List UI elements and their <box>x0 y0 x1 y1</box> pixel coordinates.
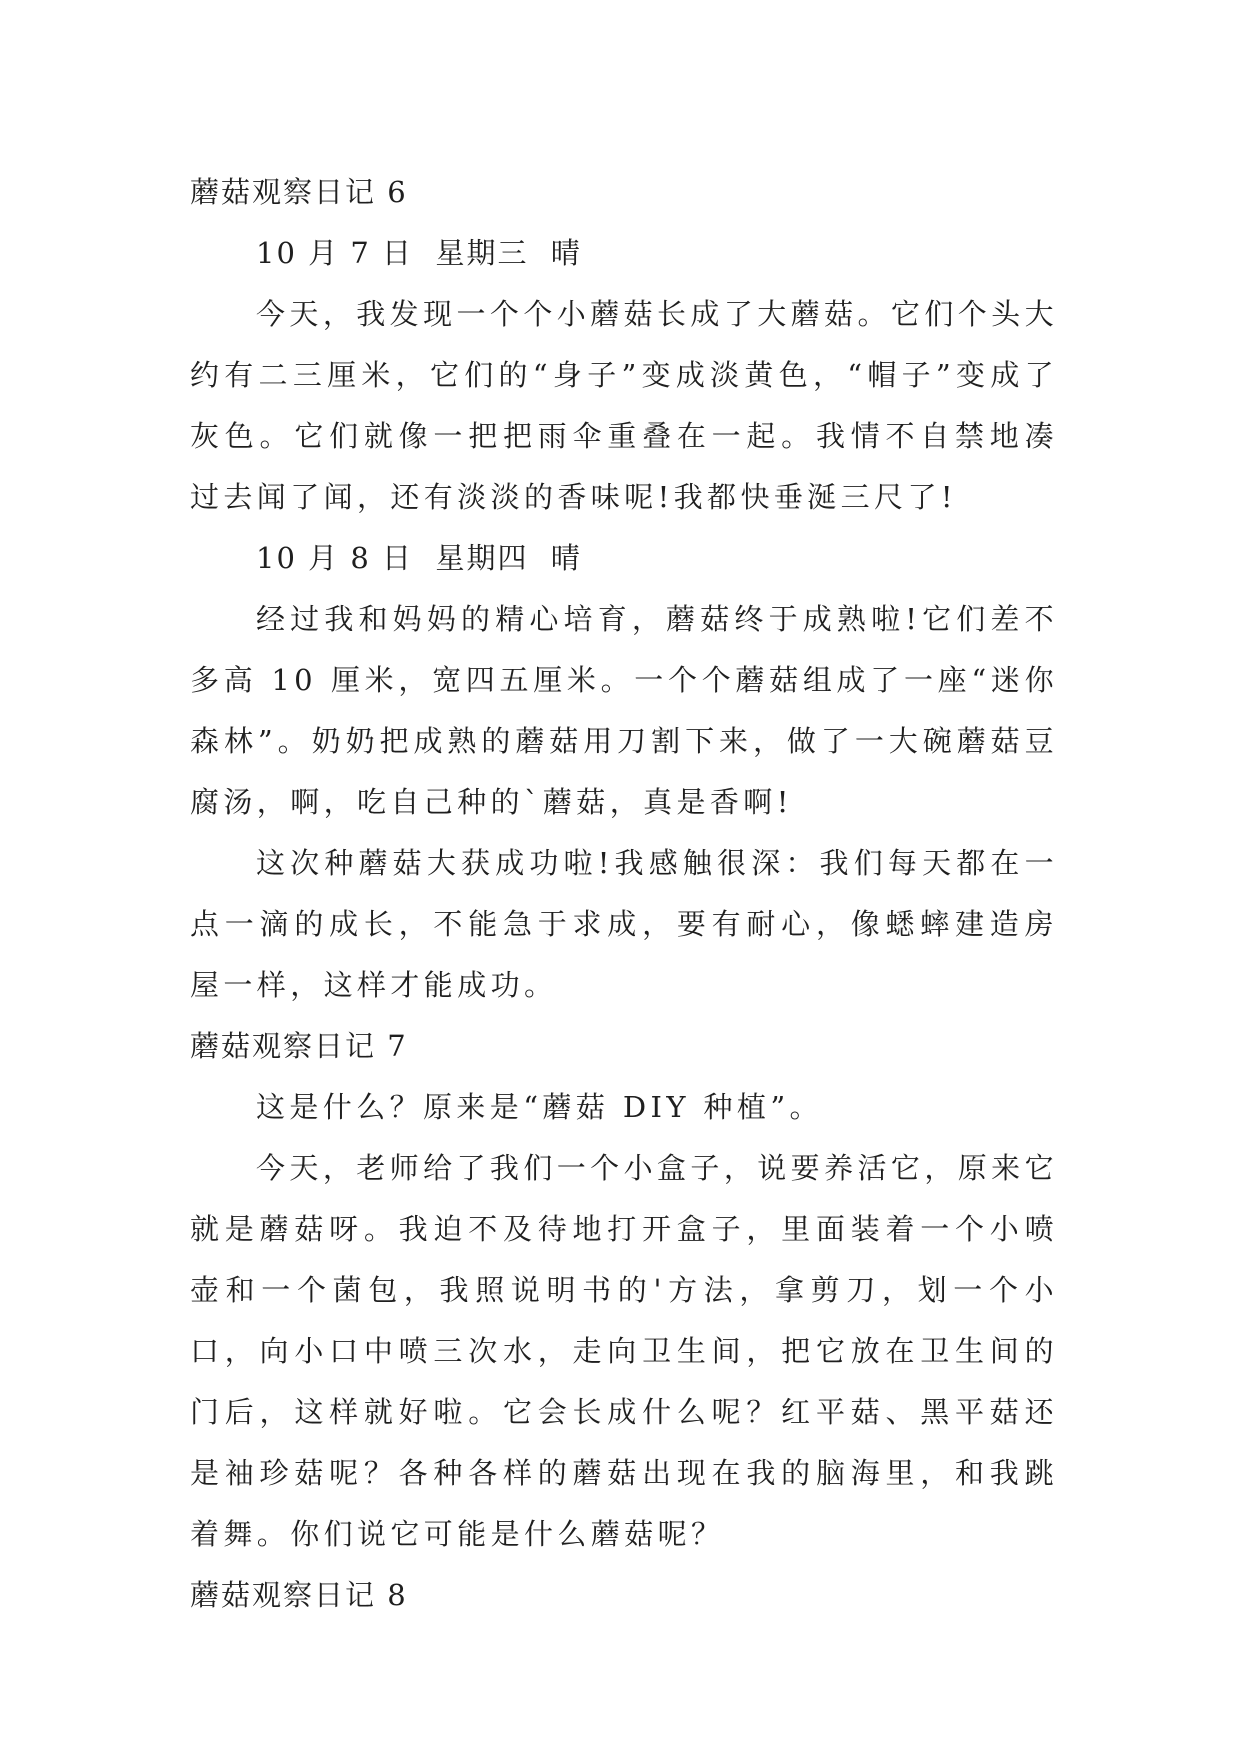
diary-paragraph: 这次种蘑菇大获成功啦!我感触很深：我们每天都在一点一滴的成长，不能急于求成，要有耐心，像蟋蟀建造房屋一样，这样才能成功。 <box>190 846 1058 1002</box>
diary-date: 10 月 7 日 星期三 晴 <box>256 236 582 270</box>
diary-date: 10 月 8 日 星期四 晴 <box>256 541 582 575</box>
diary-paragraph: 今天，我发现一个个小蘑菇长成了大蘑菇。它们个头大约有二三厘米，它们的“身子”变成淡黄色，“帽子”变成了灰色。它们就像一把把雨伞重叠在一起。我情不自禁地凑过去闻了闻，还有淡淡的香味呢!我都快垂涎三尺了! <box>190 297 1058 514</box>
document-body <box>190 162 1058 1626</box>
section-title-diary-7: 蘑菇观察日记 7 <box>190 1029 408 1063</box>
section-title-diary-8: 蘑菇观察日记 8 <box>190 1578 408 1612</box>
diary-paragraph: 经过我和妈妈的精心培育，蘑菇终于成熟啦!它们差不多高 10 厘米，宽四五厘米。一个个蘑菇组成了一座“迷你森林”。奶奶把成熟的蘑菇用刀割下来，做了一大碗蘑菇豆腐汤，啊，吃自己种的`蘑菇，真是香啊! <box>190 602 1058 819</box>
section-title-diary-6: 蘑菇观察日记 6 <box>190 175 408 209</box>
diary-paragraph: 这是什么？原来是“蘑菇 DIY 种植”。 <box>256 1090 823 1124</box>
diary-paragraph: 今天，老师给了我们一个小盒子，说要养活它，原来它就是蘑菇呀。我迫不及待地打开盒子，里面装着一个小喷壶和一个菌包，我照说明书的'方法，拿剪刀，划一个小口，向小口中喷三次水，走向卫生间，把它放在卫生间的门后，这样就好啦。它会长成什么呢？红平菇、黑平菇还是袖珍菇呢？各种各样的蘑菇出现在我的脑海里，和我跳着舞。你们说它可能是什么蘑菇呢？ <box>190 1151 1058 1551</box>
